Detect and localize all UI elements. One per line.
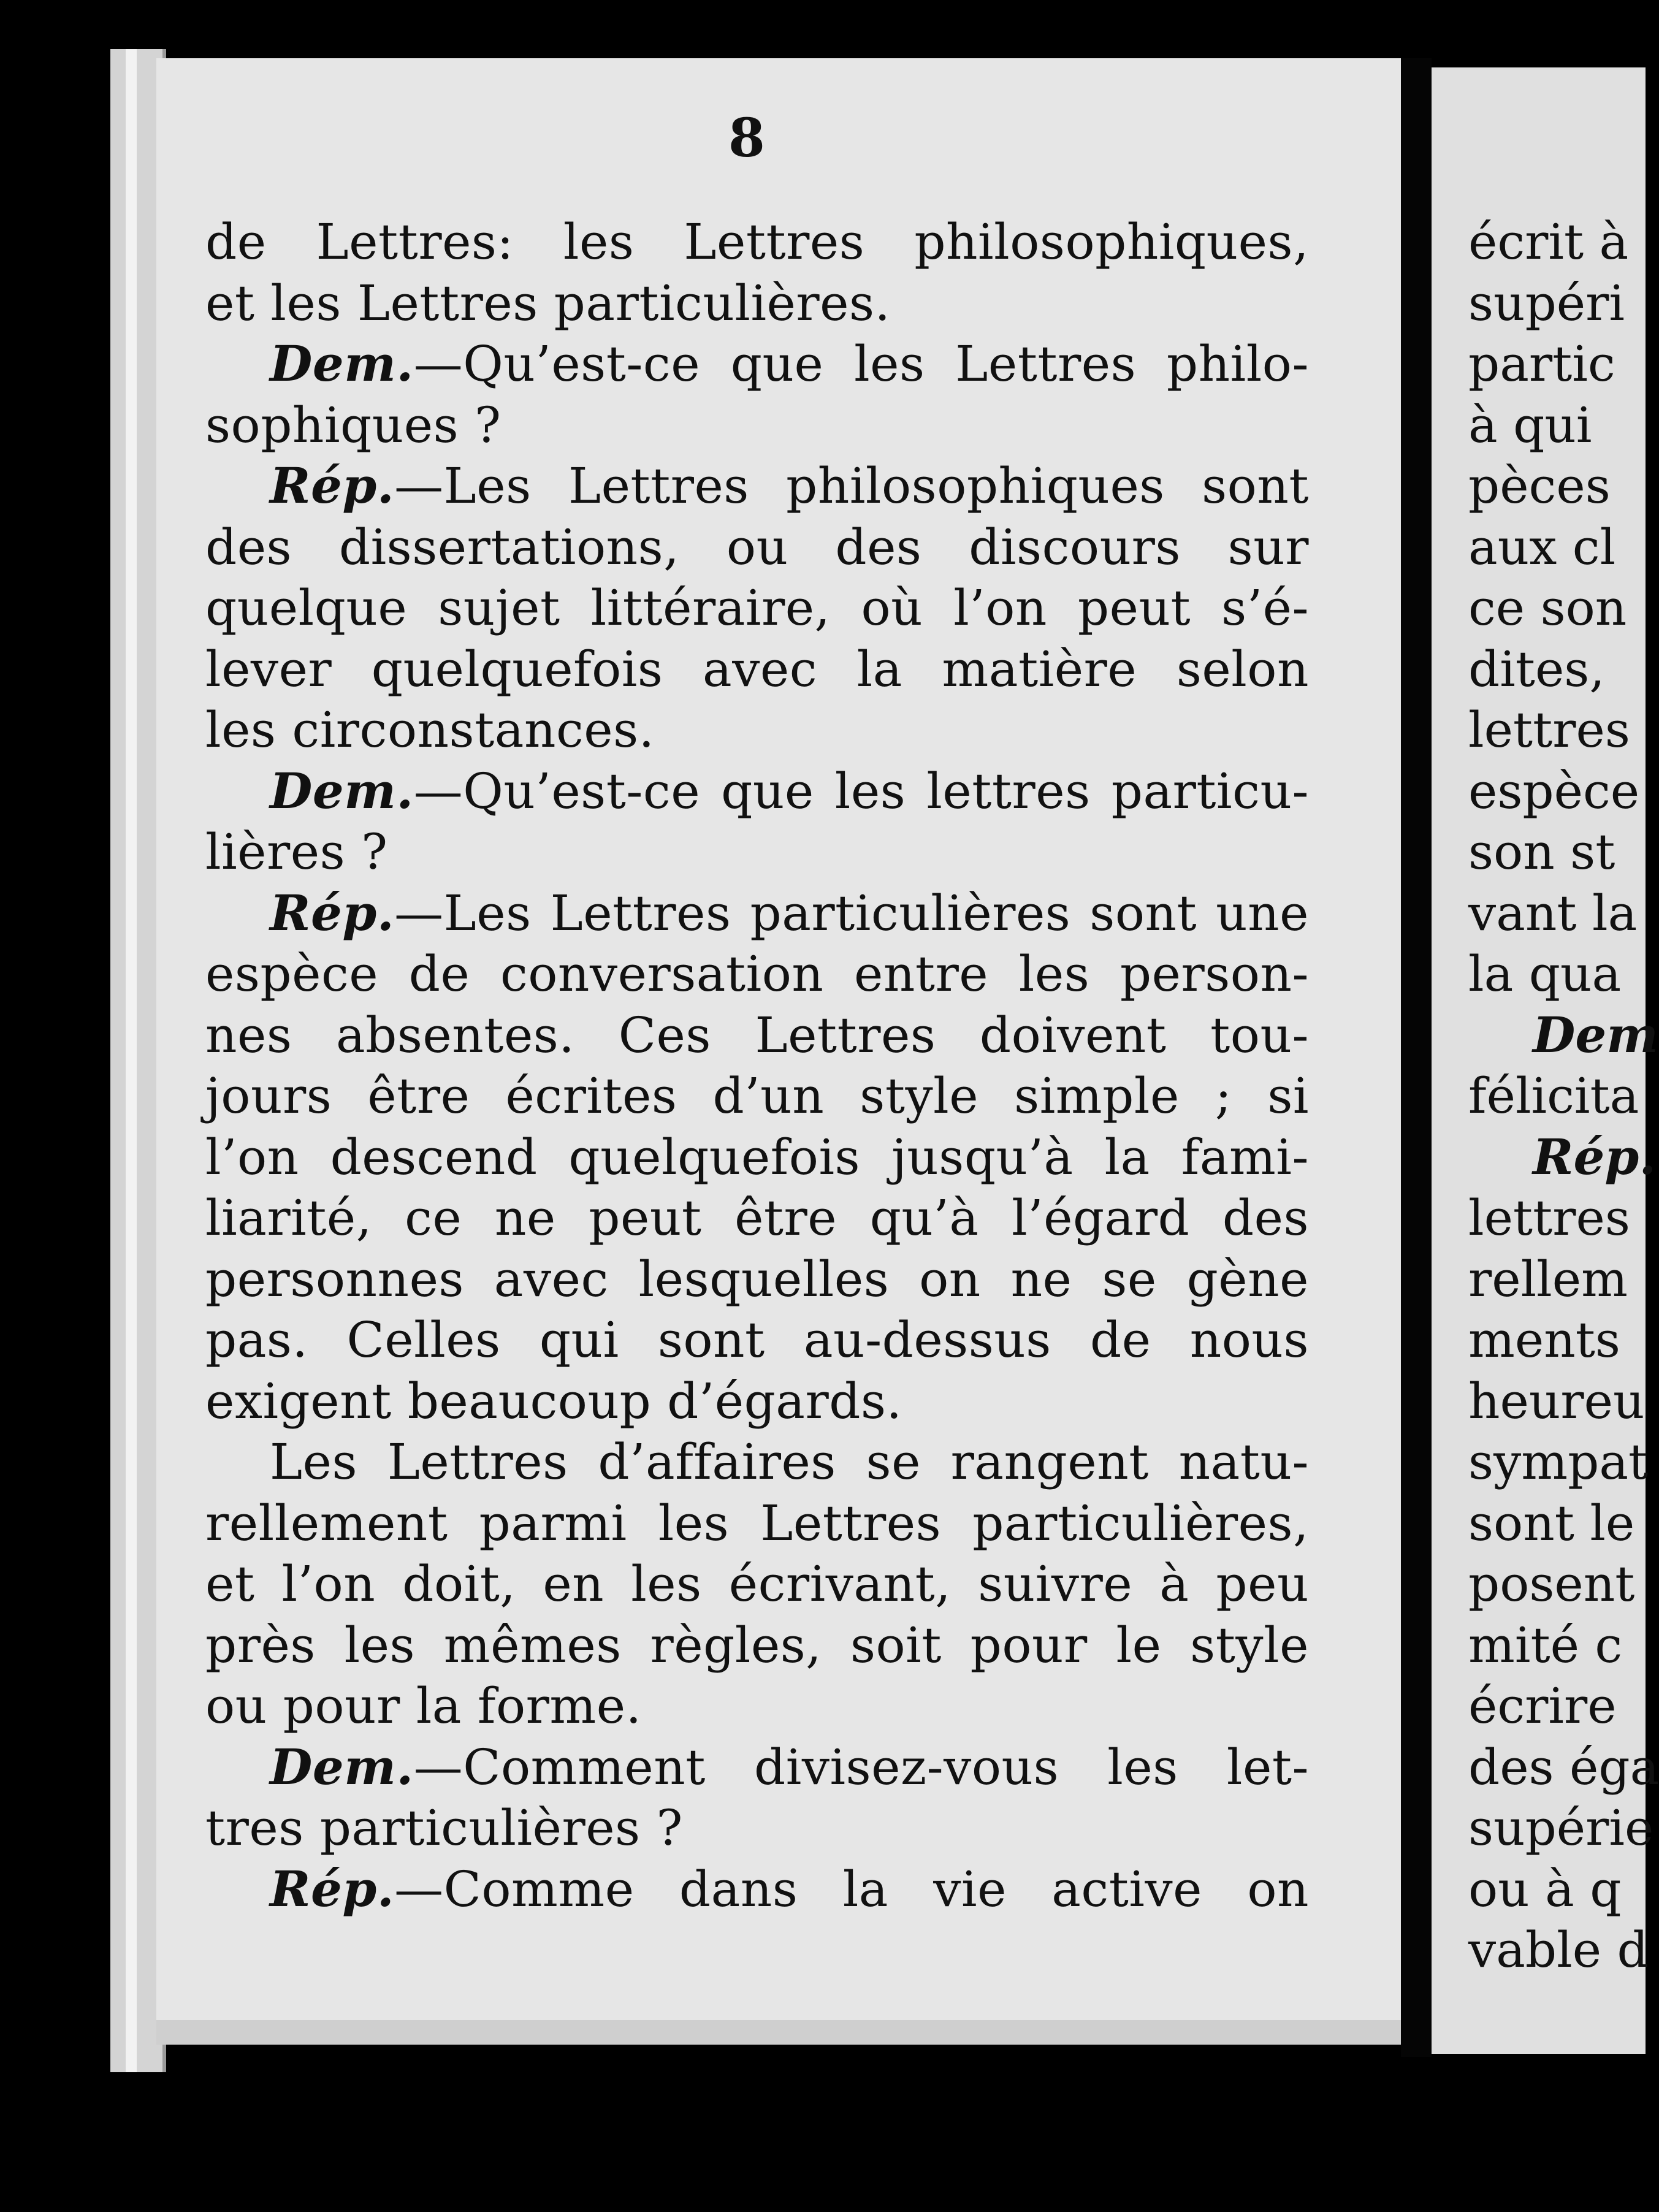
right-text-line: écrit à (1468, 213, 1629, 270)
line-text: l’on descend quelquefois jusqu’à la fami- (205, 1128, 1309, 1186)
text-line (205, 822, 1309, 883)
text-line (205, 944, 1309, 1005)
line-text: lever quelquefois avec la matière selon (205, 640, 1309, 698)
line-text: de Lettres: les Lettres philosophiques, (205, 213, 1309, 270)
right-text-line: à qui (1468, 396, 1592, 454)
right-text-line: lettres (1468, 701, 1630, 758)
right-text-line: écrire (1468, 1677, 1617, 1734)
book-gutter (1401, 58, 1432, 2057)
left-page-text (205, 212, 1309, 1920)
left-page-bottom-edge (156, 2020, 1401, 2045)
right-text-line: dites, (1468, 640, 1605, 698)
line-text: —Les Lettres particulières sont une (394, 884, 1309, 942)
text-line (205, 639, 1309, 700)
text-line (205, 334, 1309, 395)
text-line (205, 212, 1309, 273)
line-text: et les Lettres particulières. (205, 274, 891, 332)
right-text-line: supérie (1468, 1799, 1654, 1856)
right-text-line: vant la (1468, 884, 1638, 942)
line-text: quelque sujet littéraire, où l’on peut s’é- (205, 579, 1309, 636)
right-text-line: espèce (1468, 762, 1640, 820)
line-text: exigent beaucoup d’égards. (205, 1372, 902, 1430)
text-line (205, 578, 1309, 639)
text-line (205, 517, 1309, 578)
right-text-line: heureu (1468, 1372, 1645, 1430)
text-line (205, 1493, 1309, 1554)
text-line (205, 700, 1309, 761)
line-text: —Comment divisez-vous les let- (413, 1738, 1309, 1796)
line-text: —Qu’est-ce que les Lettres philo- (413, 335, 1309, 392)
right-text-line: la qua (1468, 945, 1622, 1002)
right-text-line: ments (1468, 1311, 1620, 1368)
speaker-label: Dem. (270, 335, 414, 392)
text-line (205, 456, 1309, 517)
right-text-line: lettres (1468, 1189, 1630, 1246)
right-text-line: rellem (1468, 1250, 1628, 1308)
line-text: les circonstances. (205, 701, 655, 758)
page-number: 8 (728, 107, 765, 169)
text-line (205, 1615, 1309, 1676)
text-line (205, 883, 1309, 944)
speaker-label: Dem. (270, 761, 414, 820)
text-line (205, 761, 1309, 822)
page-edge-highlight (126, 49, 137, 2072)
right-text-line: félicita (1468, 1067, 1639, 1124)
line-text: des dissertations, ou des discours sur (205, 518, 1309, 576)
text-line (205, 1005, 1309, 1066)
right-text-line: son st (1468, 823, 1615, 880)
line-text: personnes avec lesquelles on ne se gène (205, 1250, 1309, 1308)
line-text: nes absentes. Ces Lettres doivent tou- (205, 1006, 1309, 1064)
text-line (205, 1188, 1309, 1249)
text-line (205, 1432, 1309, 1493)
text-line (205, 1676, 1309, 1737)
line-text: pas. Celles qui sont au-dessus de nous (205, 1311, 1309, 1368)
line-text: Les Lettres d’affaires se rangent natu- (270, 1433, 1309, 1490)
line-text: près les mêmes règles, soit pour le style (205, 1616, 1309, 1674)
text-line (205, 1859, 1309, 1920)
right-text-line: aux cl (1468, 518, 1616, 576)
text-line (205, 1798, 1309, 1859)
line-text: sophiques ? (205, 396, 502, 454)
right-text-line: Rép. (1533, 1127, 1657, 1186)
right-text-line: supéri (1468, 274, 1625, 332)
right-text-line: mité c (1468, 1616, 1623, 1674)
line-text: —Qu’est-ce que les lettres particu- (413, 762, 1309, 820)
right-text-line: ou à q (1468, 1860, 1622, 1918)
right-text-line: pèces (1468, 457, 1611, 514)
text-line (205, 1737, 1309, 1798)
right-page-text (1468, 212, 1659, 1981)
text-line (205, 395, 1309, 456)
text-line (205, 1127, 1309, 1188)
line-text: et l’on doit, en les écrivant, suivre à peu (205, 1555, 1309, 1612)
right-text-line: sont le (1468, 1494, 1635, 1552)
text-line (205, 1371, 1309, 1432)
right-text-line: des éga (1468, 1738, 1659, 1796)
text-line (205, 1310, 1309, 1371)
text-line (205, 1066, 1309, 1127)
line-text: rellement parmi les Lettres particulières, (205, 1494, 1309, 1552)
line-text: tres particulières ? (205, 1799, 683, 1856)
line-text: —Comme dans la vie active on (394, 1860, 1309, 1918)
speaker-label: Rép. (270, 1859, 395, 1918)
line-text: jours être écrites d’un style simple ; si (205, 1067, 1309, 1124)
text-line (205, 273, 1309, 334)
line-text: lières ? (205, 823, 388, 880)
right-text-line: vable d (1468, 1921, 1649, 1978)
line-text: espèce de conversation entre les person- (205, 945, 1309, 1002)
speaker-label: Rép. (270, 883, 395, 942)
text-line (205, 1249, 1309, 1310)
line-text: liarité, ce ne peut être qu’à l’égard des (205, 1189, 1309, 1246)
right-text-line: Dem (1533, 1005, 1658, 1064)
text-line (205, 1554, 1309, 1615)
speaker-label: Rép. (270, 457, 395, 514)
line-text: ou pour la forme. (205, 1677, 642, 1734)
line-text: —Les Lettres philosophiques sont (394, 457, 1309, 514)
right-text-line: posent (1468, 1555, 1635, 1612)
right-text-line: partic (1468, 335, 1615, 392)
right-text-line: sympat (1468, 1433, 1649, 1490)
speaker-label: Dem. (270, 1737, 414, 1796)
right-text-line: ce son (1468, 579, 1627, 636)
